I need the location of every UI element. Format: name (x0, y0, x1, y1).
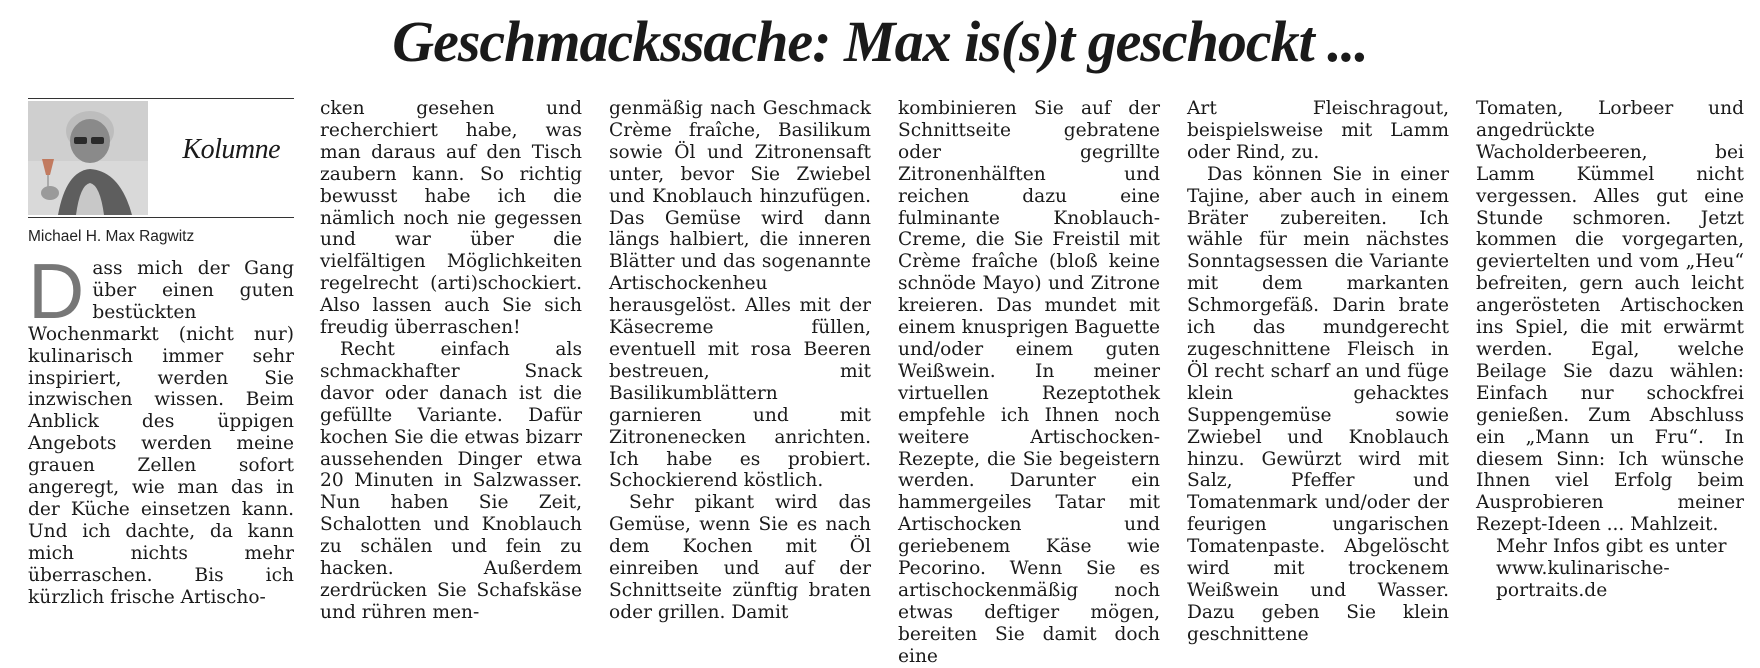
paragraph: cken gesehen und recherchiert habe, was man daraus auf den Tisch zaubern kann. So richtig bewusst habe ich die nämlich noch nie gegessen und war über die vielfältigen Möglichkeiten regelrecht (arti)schockiert. Also lassen auch Sie sich freudig überraschen! (320, 98, 582, 339)
article-column-1 (28, 98, 294, 609)
article-column-2 (320, 98, 582, 624)
article-column-3 (609, 98, 871, 624)
paragraph: Das können Sie in einer Tajine, aber auch in einem Bräter zubereiten. Ich wähle für mein nächstes Sonntagsessen die Variante mit dem markanten Schmorgefäß. Darin brate ich das mundgerecht zugeschnittene Fleisch in Öl recht scharf an und füge klein gehacktes Suppengemüse sowie Zwiebel und Knoblauch hinzu. Gewürzt wird mit Salz, Pfeffer und Tomatenmark und/oder der feurigen ungarischen Tomatenpaste. Abgelöscht wird mit trockenem Weißwein und Wasser. Dazu geben Sie klein geschnittene (1187, 163, 1449, 645)
article-column-5 (1187, 98, 1449, 646)
author-photo-box (28, 98, 294, 218)
column-label: Kolumne (182, 134, 280, 165)
paragraph: ass mich der Gang über einen guten bestückten Wochenmarkt (nicht nur) kulinarisch immer sehr inspiriert, werden Sie inzwischen wissen. Beim Anblick des üppigen Angebots werden meine grauen Zellen sofort angeregt, wie man das in der Küche einsetzen kann. Und ich dachte, da kann mich nichts mehr überraschen. Bis ich kürzlich frische Artischo- (28, 258, 294, 608)
article-column-4 (898, 98, 1160, 668)
info-text: Mehr Infos gibt es unter (1496, 536, 1727, 558)
article-column-6 (1476, 98, 1744, 602)
info-link-continued[interactable]: portraits.de (1496, 579, 1608, 601)
paragraph: Tomaten, Lorbeer und angedrückte Wacholderbeeren, bei Lamm Kümmel nicht vergessen. Alles gut eine Stunde schmoren. Jetzt kommen die vorgegarten, geviertelten und vom „Heu“ befreiten, gern auch leicht angerösteten Artischocken ins Spiel, die mit erwärmt werden. Egal, welche Beilage Sie dazu wählen: Einfach nur schockfrei genießen. Zum Abschluss ein „Mann un Fru“. In diesem Sinn: Ich wünsche Ihnen viel Erfolg beim Ausprobieren meiner Rezept-Ideen ... Mahlzeit. (1476, 98, 1744, 536)
paragraph: genmäßig nach Geschmack Crème fraîche, Basilikum sowie Öl und Zitronensaft unter, bevor Sie Zwiebel und Knoblauch hinzufügen. Das Gemüse wird dann längs halbiert, die inneren Blätter und das sogenannte Artischockenheu herausgelöst. Alles mit der Käsecreme füllen, eventuell mit rosa Beeren bestreuen, mit Basilikumblättern garnieren und mit Zitronenecken anrichten. Ich habe es probiert. Schockierend köstlich. (609, 98, 871, 492)
author-byline: Michael H. Max Ragwitz (28, 228, 195, 245)
paragraph: Sehr pikant wird das Gemüse, wenn Sie es nach dem Kochen mit Öl einreiben und auf der Schnittseite zünftig braten oder grillen. Damit (609, 492, 871, 623)
author-portrait-image (28, 101, 148, 215)
paragraph: Art Fleischragout, beispielsweise mit Lamm oder Rind, zu. (1187, 98, 1449, 163)
drop-cap: D (28, 247, 85, 335)
info-link[interactable]: www.kulinarische- (1496, 558, 1670, 580)
article-headline: Geschmackssache: Max is(s)t geschockt ... (392, 9, 1368, 74)
paragraph: Recht einfach als schmackhafter Snack davor oder danach ist die gefüllte Variante. Dafür kochen Sie die etwas bizarr aussehenden Dinger etwa 20 Minuten in Salzwasser. Nun haben Sie Zeit, Schalotten und Knoblauch zu schälen und fein zu hacken. Außerdem zerdrücken Sie Schafskäse und rühren men- (320, 338, 582, 623)
paragraph: kombinieren Sie auf der Schnittseite gebratene oder gegrillte Zitronenhälften und reichen dazu eine fulminante Knoblauch-Creme, die Sie Freistil mit Crème fraîche (bloß keine schnöde Mayo) und Zitrone kreieren. Das mundet mit einem knusprigen Baguette und/oder einem guten Weißwein. In meiner virtuellen Rezeptothek empfehle ich Ihnen noch weitere Artischocken-Rezepte, die Sie begeistern werden. Darunter ein hammergeiles Tatar mit Artischocken und geriebenem Käse wie Pecorino. Wenn Sie es artischockenmäßig noch etwas deftiger mögen, bereiten Sie damit doch eine (898, 98, 1160, 667)
